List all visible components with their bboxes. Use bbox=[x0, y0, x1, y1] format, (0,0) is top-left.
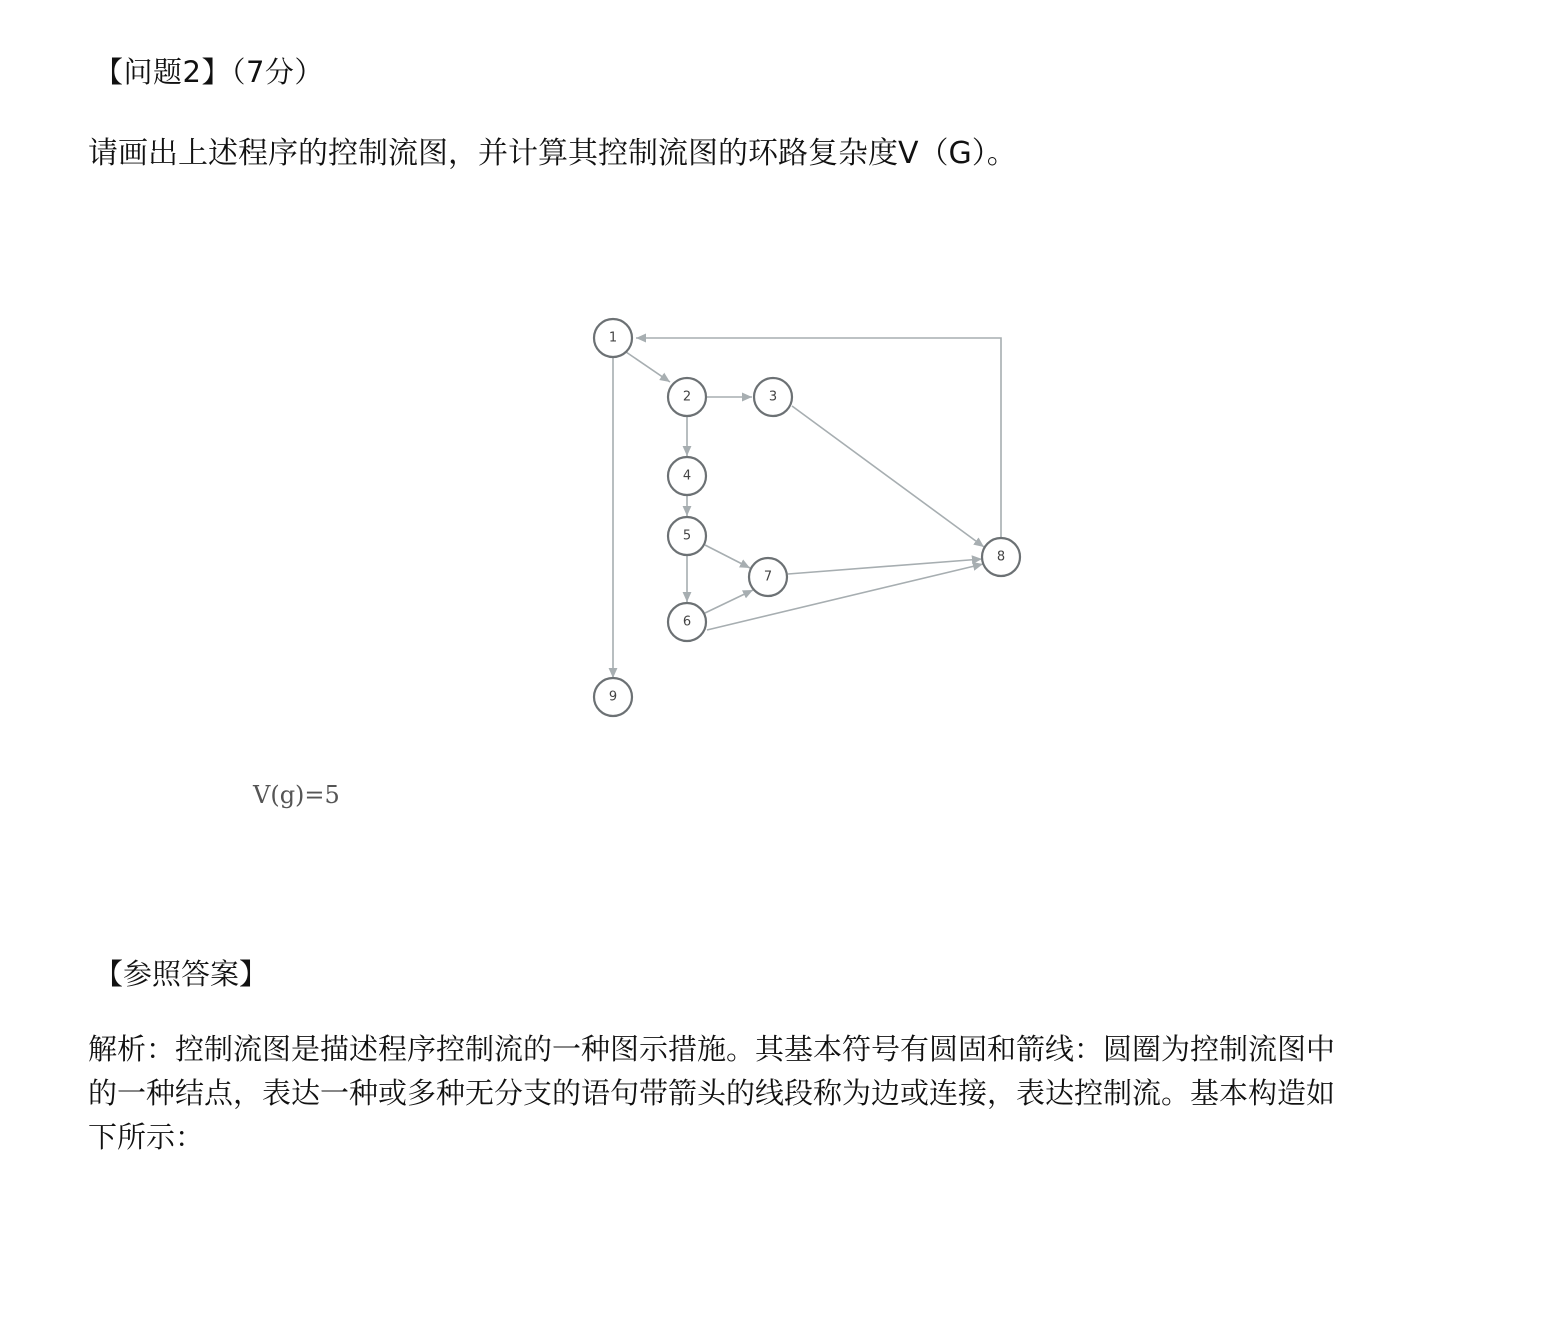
node-1 bbox=[594, 319, 632, 357]
node-label-8: 8 bbox=[996, 549, 1006, 565]
complexity-result: V(g)=5 bbox=[253, 781, 340, 809]
node-label-4: 4 bbox=[682, 468, 692, 484]
node-4 bbox=[668, 457, 706, 495]
question-text: 请画出上述程序的控制流图，并计算其控制流图的环路复杂度V（G）。 bbox=[88, 136, 1017, 171]
node-9 bbox=[594, 678, 632, 716]
node-label-2: 2 bbox=[682, 389, 692, 405]
analysis-line: 的一种结点，表达一种或多种无分支的语句带箭头的线段称为边或连接，表达控制流。基本构造如 bbox=[88, 1076, 1336, 1110]
edge-5-7 bbox=[705, 545, 750, 568]
question-heading: 【问题2】（7分） bbox=[94, 55, 324, 89]
node-8 bbox=[982, 538, 1020, 576]
edge-3-8 bbox=[792, 406, 984, 547]
node-label-1: 1 bbox=[608, 330, 618, 346]
analysis-paragraph bbox=[88, 1027, 1468, 1159]
node-3 bbox=[754, 378, 792, 416]
node-label-6: 6 bbox=[682, 614, 692, 630]
edge-1-2 bbox=[626, 352, 670, 382]
analysis-line: 解析：控制流图是描述程序控制流的一种图示措施。其基本符号有圆固和箭线：圆圈为控制流图中 bbox=[88, 1032, 1336, 1066]
node-label-7: 7 bbox=[763, 569, 773, 585]
node-label-9: 9 bbox=[608, 689, 618, 705]
node-5 bbox=[668, 517, 706, 555]
edge-6-7 bbox=[705, 590, 753, 613]
node-7 bbox=[749, 558, 787, 596]
control-flow-graph bbox=[580, 310, 1040, 730]
edge-8-1 bbox=[636, 338, 1001, 537]
node-label-5: 5 bbox=[682, 528, 692, 544]
analysis-line: 下所示： bbox=[88, 1120, 205, 1154]
node-label-3: 3 bbox=[768, 389, 778, 405]
answer-heading: 【参照答案】 bbox=[94, 957, 269, 991]
node-2 bbox=[668, 378, 706, 416]
node-6 bbox=[668, 603, 706, 641]
